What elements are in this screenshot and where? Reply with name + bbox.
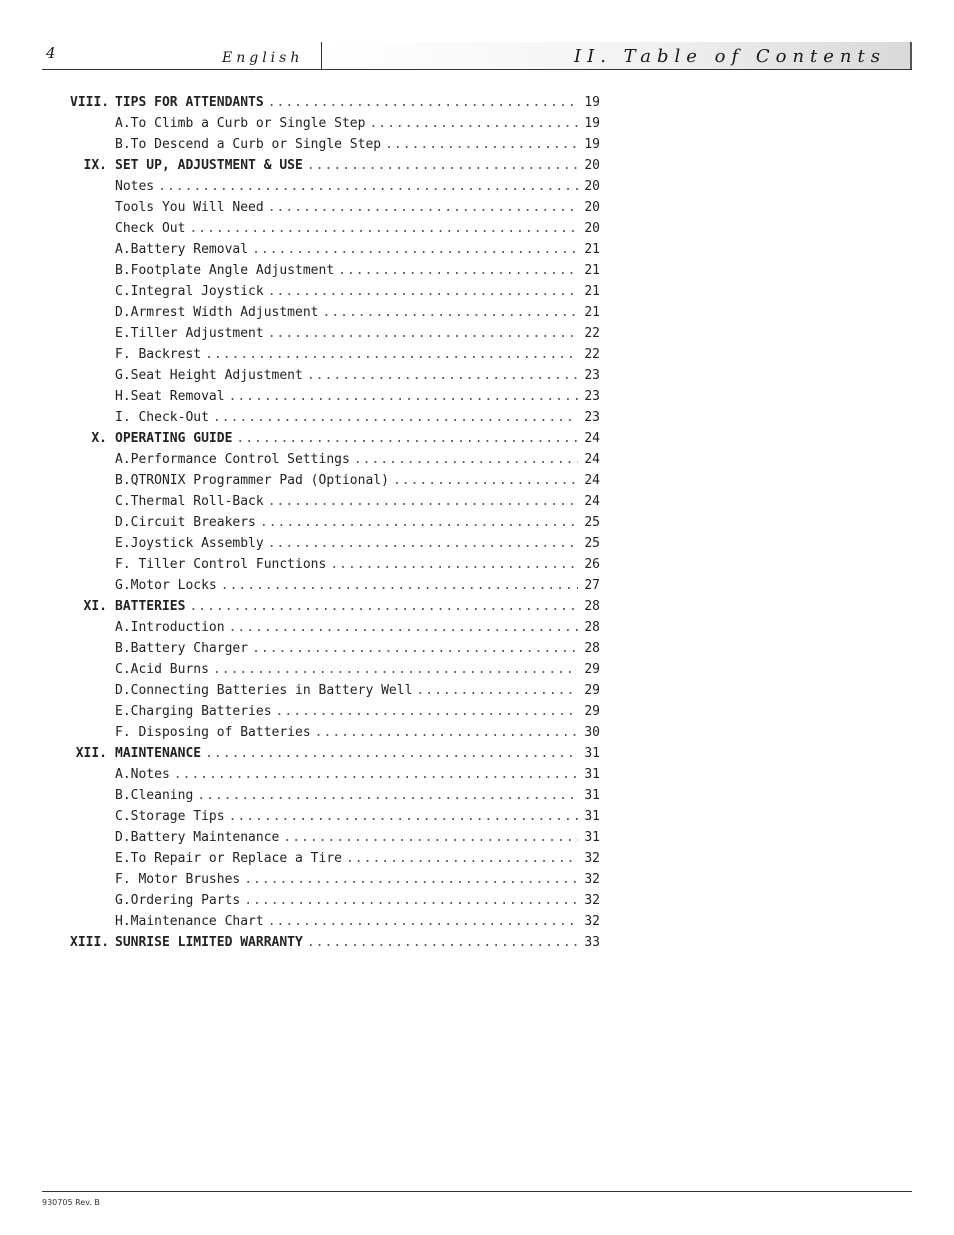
toc-dot-leader [252,242,578,257]
toc-entry-page: 31 [584,767,600,782]
toc-entry-page: 29 [584,683,600,698]
toc-subsection-entry[interactable] [70,284,600,305]
toc-dot-leader [268,95,578,110]
toc-entry-page: 23 [584,368,600,383]
toc-entry-page: 20 [584,158,600,173]
toc-subsection-entry[interactable] [70,494,600,515]
toc-dot-leader [307,368,578,383]
toc-subsection-entry[interactable] [70,914,600,935]
toc-dot-leader [268,200,578,215]
toc-entry-page: 21 [584,284,600,299]
toc-entry-page: 31 [584,788,600,803]
toc-dot-leader [189,599,578,614]
page-number: 4 [46,44,56,62]
toc-entry-page: 29 [584,662,600,677]
toc-dot-leader [205,347,578,362]
toc-dot-leader [268,326,578,341]
toc-subsection-entry[interactable] [70,536,600,557]
document-code: 930705 Rev. B [42,1198,100,1207]
toc-entry-page: 24 [584,473,600,488]
toc-entry-page: 23 [584,389,600,404]
toc-entry-title: Check Out [115,221,186,236]
toc-entry-page: 32 [584,872,600,887]
page-title: II. Table of Contents [573,46,886,67]
table-of-contents [70,95,600,956]
toc-subsection-entry[interactable] [70,389,600,410]
toc-entry-page: 28 [584,641,600,656]
toc-dot-leader [221,578,578,593]
toc-entry-title: Tools You Will Need [115,200,264,215]
toc-dot-leader [268,914,578,929]
toc-dot-leader [307,158,578,173]
toc-entry-title: B.Footplate Angle Adjustment [115,263,335,278]
toc-dot-leader [315,725,578,740]
toc-dot-leader [393,473,578,488]
toc-dot-leader [205,746,578,761]
toc-entry-title: C.Acid Burns [115,662,209,677]
toc-dot-leader [236,431,578,446]
toc-entry-page: 31 [584,809,600,824]
toc-subsection-entry[interactable] [70,137,600,158]
toc-entry-title: B.Cleaning [115,788,194,803]
toc-entry-title: C.Storage Tips [115,809,225,824]
toc-subsection-entry[interactable] [70,452,600,473]
toc-entry-number: IX. [83,158,107,173]
toc-subsection-entry[interactable] [70,305,600,326]
toc-subsection-entry[interactable] [70,851,600,872]
toc-entry-title: A.Performance Control Settings [115,452,350,467]
toc-entry-title: B.To Descend a Curb or Single Step [115,137,382,152]
toc-entry-title: F. Motor Brushes [115,872,241,887]
toc-entry-page: 30 [584,725,600,740]
toc-subsection-entry[interactable] [70,767,600,788]
toc-entry-page: 21 [584,263,600,278]
toc-entry-page: 32 [584,851,600,866]
toc-dot-leader [369,116,578,131]
toc-entry-title: MAINTENANCE [115,746,202,761]
title-box [322,42,912,70]
toc-entry-page: 20 [584,200,600,215]
page-header [42,42,912,70]
toc-subsection-entry[interactable] [70,116,600,137]
toc-entry-title: E.Tiller Adjustment [115,326,264,341]
toc-entry-title: SET UP, ADJUSTMENT & USE [115,158,303,173]
toc-entry-number: XII. [75,746,107,761]
toc-dot-leader [229,620,578,635]
toc-entry-title: H.Maintenance Chart [115,914,264,929]
toc-entry-title: B.QTRONIX Programmer Pad (Optional) [115,473,389,488]
toc-dot-leader [307,935,578,950]
toc-section-entry[interactable] [70,431,600,452]
toc-subsection-entry[interactable] [70,347,600,368]
toc-dot-leader [229,809,578,824]
toc-entry-page: 19 [584,137,600,152]
toc-entry-title: TIPS FOR ATTENDANTS [115,95,264,110]
toc-entry-page: 28 [584,599,600,614]
toc-dot-leader [268,536,578,551]
toc-section-entry[interactable] [70,599,600,620]
toc-entry-page: 31 [584,830,600,845]
toc-dot-leader [416,683,578,698]
toc-entry-page: 19 [584,116,600,131]
toc-dot-leader [260,515,578,530]
toc-section-entry[interactable] [70,95,600,116]
toc-entry-page: 19 [584,95,600,110]
toc-subsection-entry[interactable] [70,263,600,284]
toc-entry-title: C.Integral Joystick [115,284,264,299]
page-footer [42,1191,912,1207]
toc-dot-leader [268,284,578,299]
toc-entry-page: 20 [584,179,600,194]
toc-entry-page: 24 [584,494,600,509]
toc-entry-title: E.Charging Batteries [115,704,272,719]
toc-entry-number: VIII. [70,95,110,110]
toc-entry-title: C.Thermal Roll-Back [115,494,264,509]
toc-subsection-entry[interactable] [70,326,600,347]
toc-entry-number: X. [91,431,107,446]
toc-section-entry[interactable] [70,935,600,956]
toc-subsection-entry[interactable] [70,473,600,494]
footer-rule [42,1191,912,1192]
toc-dot-leader [244,872,578,887]
toc-entry-page: 26 [584,557,600,572]
toc-entry-title: H.Seat Removal [115,389,225,404]
toc-entry-page: 21 [584,305,600,320]
toc-entry-title: A.Introduction [115,620,225,635]
toc-subsection-entry[interactable] [70,620,600,641]
toc-subsection-entry[interactable] [70,641,600,662]
toc-subsection-entry[interactable] [70,557,600,578]
toc-section-entry[interactable] [70,746,600,767]
toc-entry-page: 21 [584,242,600,257]
toc-section-entry[interactable] [70,158,600,179]
toc-dot-leader [323,305,579,320]
toc-subsection-entry[interactable] [70,788,600,809]
toc-entry-page: 31 [584,746,600,761]
toc-entry-title: D.Armrest Width Adjustment [115,305,319,320]
toc-entry-page: 24 [584,431,600,446]
toc-dot-leader [213,410,578,425]
toc-entry-title: SUNRISE LIMITED WARRANTY [115,935,303,950]
toc-entry-title: F. Disposing of Batteries [115,725,311,740]
toc-subsection-entry[interactable] [70,578,600,599]
toc-subsection-entry[interactable] [70,200,600,221]
toc-subsection-entry[interactable] [70,893,600,914]
toc-subsection-entry[interactable] [70,683,600,704]
toc-subsection-entry[interactable] [70,242,600,263]
toc-dot-leader [213,662,578,677]
toc-subsection-entry[interactable] [70,872,600,893]
toc-entry-title: G.Ordering Parts [115,893,241,908]
toc-subsection-entry[interactable] [70,179,600,200]
toc-entry-title: D.Battery Maintenance [115,830,280,845]
toc-entry-title: Notes [115,179,155,194]
toc-entry-page: 33 [584,935,600,950]
toc-entry-title: F. Backrest [115,347,202,362]
toc-entry-page: 27 [584,578,600,593]
toc-dot-leader [189,221,578,236]
toc-entry-page: 23 [584,410,600,425]
toc-entry-title: E.To Repair or Replace a Tire [115,851,342,866]
toc-entry-title: G.Motor Locks [115,578,217,593]
toc-subsection-entry[interactable] [70,830,600,851]
toc-entry-title: D.Circuit Breakers [115,515,256,530]
toc-dot-leader [174,767,578,782]
toc-dot-leader [354,452,578,467]
toc-subsection-entry[interactable] [70,809,600,830]
toc-entry-number: XIII. [70,935,110,950]
toc-entry-page: 25 [584,536,600,551]
toc-dot-leader [283,830,578,845]
toc-entry-title: A.Battery Removal [115,242,249,257]
toc-entry-page: 22 [584,347,600,362]
toc-subsection-entry[interactable] [70,410,600,431]
toc-entry-page: 29 [584,704,600,719]
toc-entry-title: A.To Climb a Curb or Single Step [115,116,366,131]
toc-entry-title: D.Connecting Batteries in Battery Well [115,683,413,698]
toc-dot-leader [346,851,578,866]
toc-subsection-entry[interactable] [70,704,600,725]
toc-dot-leader [338,263,578,278]
toc-entry-title: OPERATING GUIDE [115,431,233,446]
toc-entry-title: BATTERIES [115,599,186,614]
toc-entry-title: F. Tiller Control Functions [115,557,327,572]
toc-dot-leader [268,494,578,509]
toc-dot-leader [385,137,578,152]
toc-entry-title: A.Notes [115,767,170,782]
toc-entry-title: I. Check-Out [115,410,209,425]
toc-subsection-entry[interactable] [70,368,600,389]
toc-entry-page: 32 [584,914,600,929]
toc-dot-leader [330,557,578,572]
toc-subsection-entry[interactable] [70,221,600,242]
toc-dot-leader [197,788,578,803]
toc-entry-page: 32 [584,893,600,908]
language-label: English [222,50,304,66]
toc-dot-leader [158,179,578,194]
toc-entry-title: E.Joystick Assembly [115,536,264,551]
header-rule [42,69,912,70]
toc-dot-leader [229,389,578,404]
toc-dot-leader [252,641,578,656]
toc-dot-leader [276,704,578,719]
toc-subsection-entry[interactable] [70,662,600,683]
toc-entry-page: 28 [584,620,600,635]
toc-subsection-entry[interactable] [70,725,600,746]
toc-entry-page: 22 [584,326,600,341]
toc-entry-page: 20 [584,221,600,236]
toc-dot-leader [244,893,578,908]
toc-entry-page: 24 [584,452,600,467]
toc-entry-page: 25 [584,515,600,530]
toc-entry-number: XI. [83,599,107,614]
toc-entry-title: B.Battery Charger [115,641,249,656]
toc-subsection-entry[interactable] [70,515,600,536]
toc-entry-title: G.Seat Height Adjustment [115,368,303,383]
